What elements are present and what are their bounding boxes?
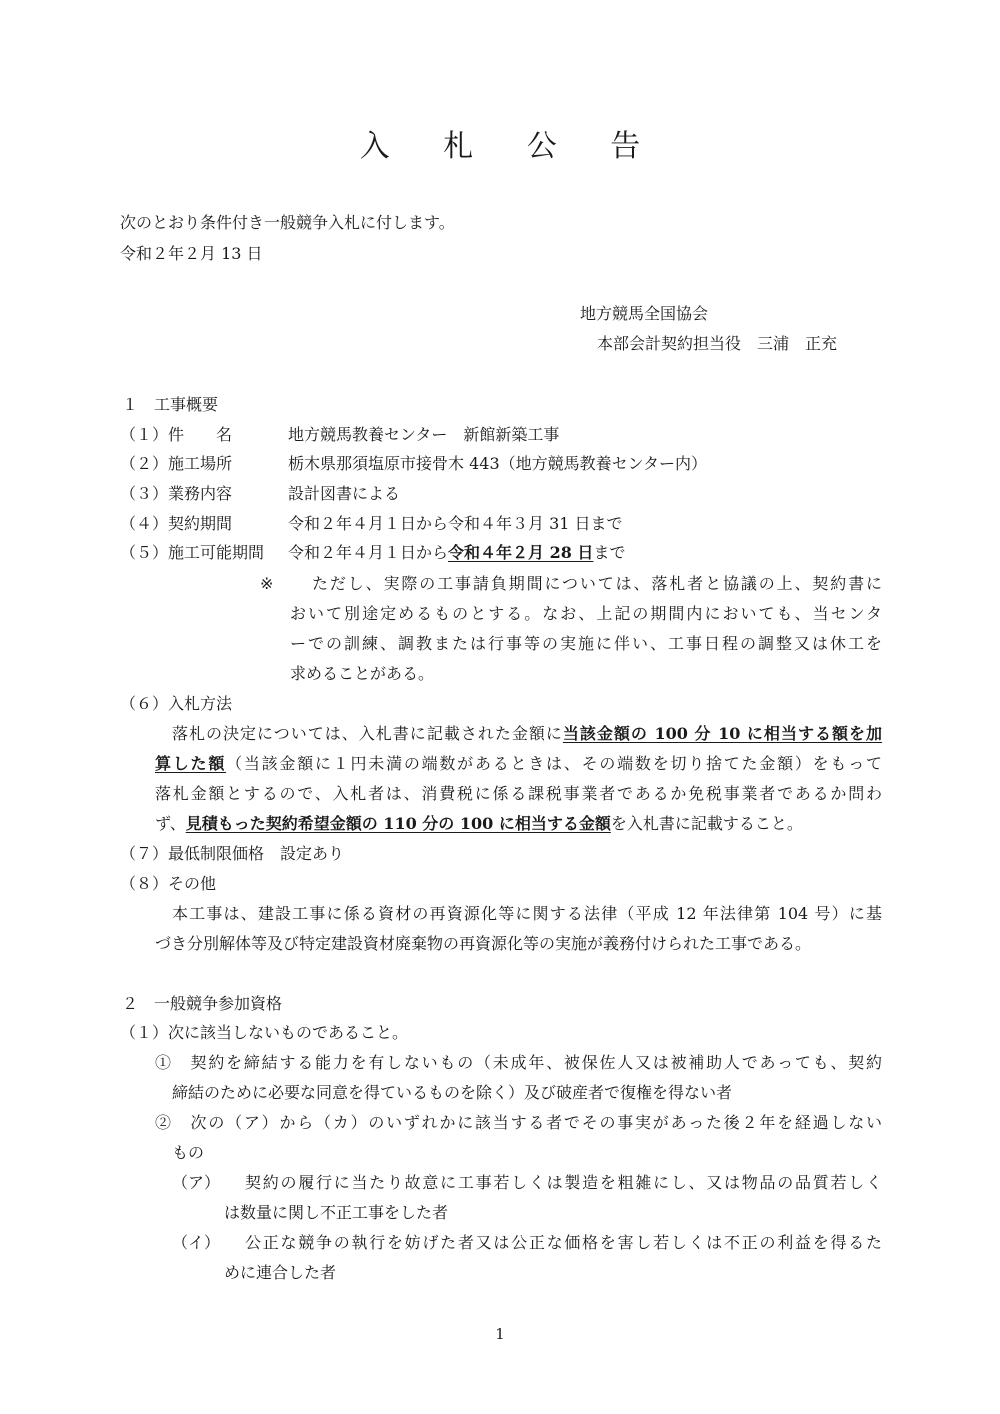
issuer-organization: 地方競馬全国協会 bbox=[580, 304, 709, 323]
item-6-line-2-text: （当該金額に１円未満の端数があるときは、その端数を切り捨てた金額）をもって bbox=[226, 754, 882, 773]
item-4-value: 令和２年４月１日から令和４年３月 31 日まで bbox=[288, 514, 623, 533]
page-number: 1 bbox=[495, 1325, 505, 1343]
item-1-label: （１）件 名 bbox=[120, 425, 233, 444]
sub-item-i-line-1: 公正な競争の執行を妨げた者又は公正な価格を害し若しくは不正の利益を得るた bbox=[245, 1233, 882, 1252]
item-6-emphasis-2: 見積もった契約希望金額の 110 分の 100 に相当する金額 bbox=[185, 814, 611, 833]
condition-2-line-2: もの bbox=[172, 1143, 205, 1162]
item-2-value: 栃木県那須塩原市接骨木 443（地方競馬教養センター内） bbox=[288, 454, 707, 473]
item-5-value-end: まで bbox=[593, 543, 626, 562]
item-4-label: （４）契約期間 bbox=[120, 514, 233, 533]
item-5-end-date: 令和４年２月 28 日 bbox=[448, 543, 594, 562]
item-5-value bbox=[288, 545, 625, 561]
item-8-line-2: づき分別解体等及び特定建設資材廃棄物の再資源化等の実施が義務付けられた工事である。 bbox=[155, 934, 812, 953]
sub-item-a-line-1: 契約の履行に当たり故意に工事若しくは製造を粗雑にし、又は物品の品質若しく bbox=[245, 1173, 882, 1192]
item-2-label: （２）施工場所 bbox=[120, 454, 233, 473]
item-8-label: （８）その他 bbox=[120, 874, 217, 893]
item-6-line-3: 落札金額とするので、入札者は、消費税に係る課税事業者であるか免税事業者であるか問わ bbox=[155, 784, 882, 803]
item-6-line-4-end: を入札書に記載すること。 bbox=[610, 814, 803, 833]
section-2-heading: ２ 一般競争参加資格 bbox=[122, 994, 283, 1013]
item-5-label: （５）施工可能期間 bbox=[120, 543, 265, 562]
note-mark: ※ bbox=[260, 574, 274, 593]
item-1-value: 地方競馬教養センター 新館新築工事 bbox=[288, 425, 560, 444]
section-1-heading: １ 工事概要 bbox=[122, 395, 219, 414]
sub-item-i-label: （イ） bbox=[172, 1233, 221, 1252]
note-line-2: おいて別途定めるものとする。なお、上記の期間内においても、当センタ bbox=[290, 604, 882, 623]
item-6-line-4-start: ず、 bbox=[155, 814, 186, 833]
item-6-emphasis-1: 当該金額の 100 分 10 に相当する額を加 bbox=[562, 724, 882, 743]
item-7: （７）最低制限価格 設定あり bbox=[120, 844, 345, 863]
sub-item-a-line-2: は数量に関し不正工事をした者 bbox=[224, 1203, 449, 1222]
intro-text: 次のとおり条件付き一般競争入札に付します。 bbox=[120, 213, 455, 232]
sub-item-i-line-2: めに連合した者 bbox=[224, 1263, 337, 1282]
item-6-line-2 bbox=[155, 756, 882, 772]
item-6-line-4 bbox=[155, 816, 803, 832]
issuer-official: 本部会計契約担当役 三浦 正充 bbox=[597, 334, 838, 353]
sub-item-a-label: （ア） bbox=[172, 1173, 221, 1192]
item-6-label: （６）入札方法 bbox=[120, 694, 233, 713]
item-6-line-1 bbox=[172, 726, 882, 742]
item-6-emphasis-1-cont: 算した額 bbox=[155, 754, 227, 773]
item-3-value: 設計図書による bbox=[288, 484, 401, 503]
item-5-value-start: 令和２年４月１日から bbox=[288, 543, 449, 562]
page-title: 入 札 公 告 bbox=[359, 129, 663, 164]
note-line-4: 求めることがある。 bbox=[290, 664, 435, 683]
condition-1-line-1: ① 契約を締結する能力を有しないもの（未成年、被保佐人又は被補助人であっても、契約 bbox=[155, 1053, 882, 1072]
item-6-line-1-text: 落札の決定については、入札書に記載された金額に bbox=[172, 724, 563, 743]
condition-2-line-1: ② 次の（ア）から（カ）のいずれかに該当する者でその事実があった後２年を経過しない bbox=[155, 1113, 882, 1132]
note-line-1: ただし、実際の工事請負期間については、落札者と協議の上、契約書に bbox=[312, 574, 882, 593]
item-3-label: （３）業務内容 bbox=[120, 484, 233, 503]
section-2-item-1: （１）次に該当しないものであること。 bbox=[120, 1023, 409, 1042]
notice-date: 令和２年２月 13 日 bbox=[120, 244, 263, 263]
note-line-3: ーでの訓練、調教または行事等の実施に伴い、工事日程の調整又は休工を bbox=[290, 634, 882, 653]
item-8-line-1: 本工事は、建設工事に係る資材の再資源化等に関する法律（平成 12 年法律第 104 号）に基 bbox=[172, 904, 882, 923]
condition-1-line-2: 締結のために必要な同意を得ているものを除く）及び破産者で復権を得ない者 bbox=[172, 1083, 733, 1102]
